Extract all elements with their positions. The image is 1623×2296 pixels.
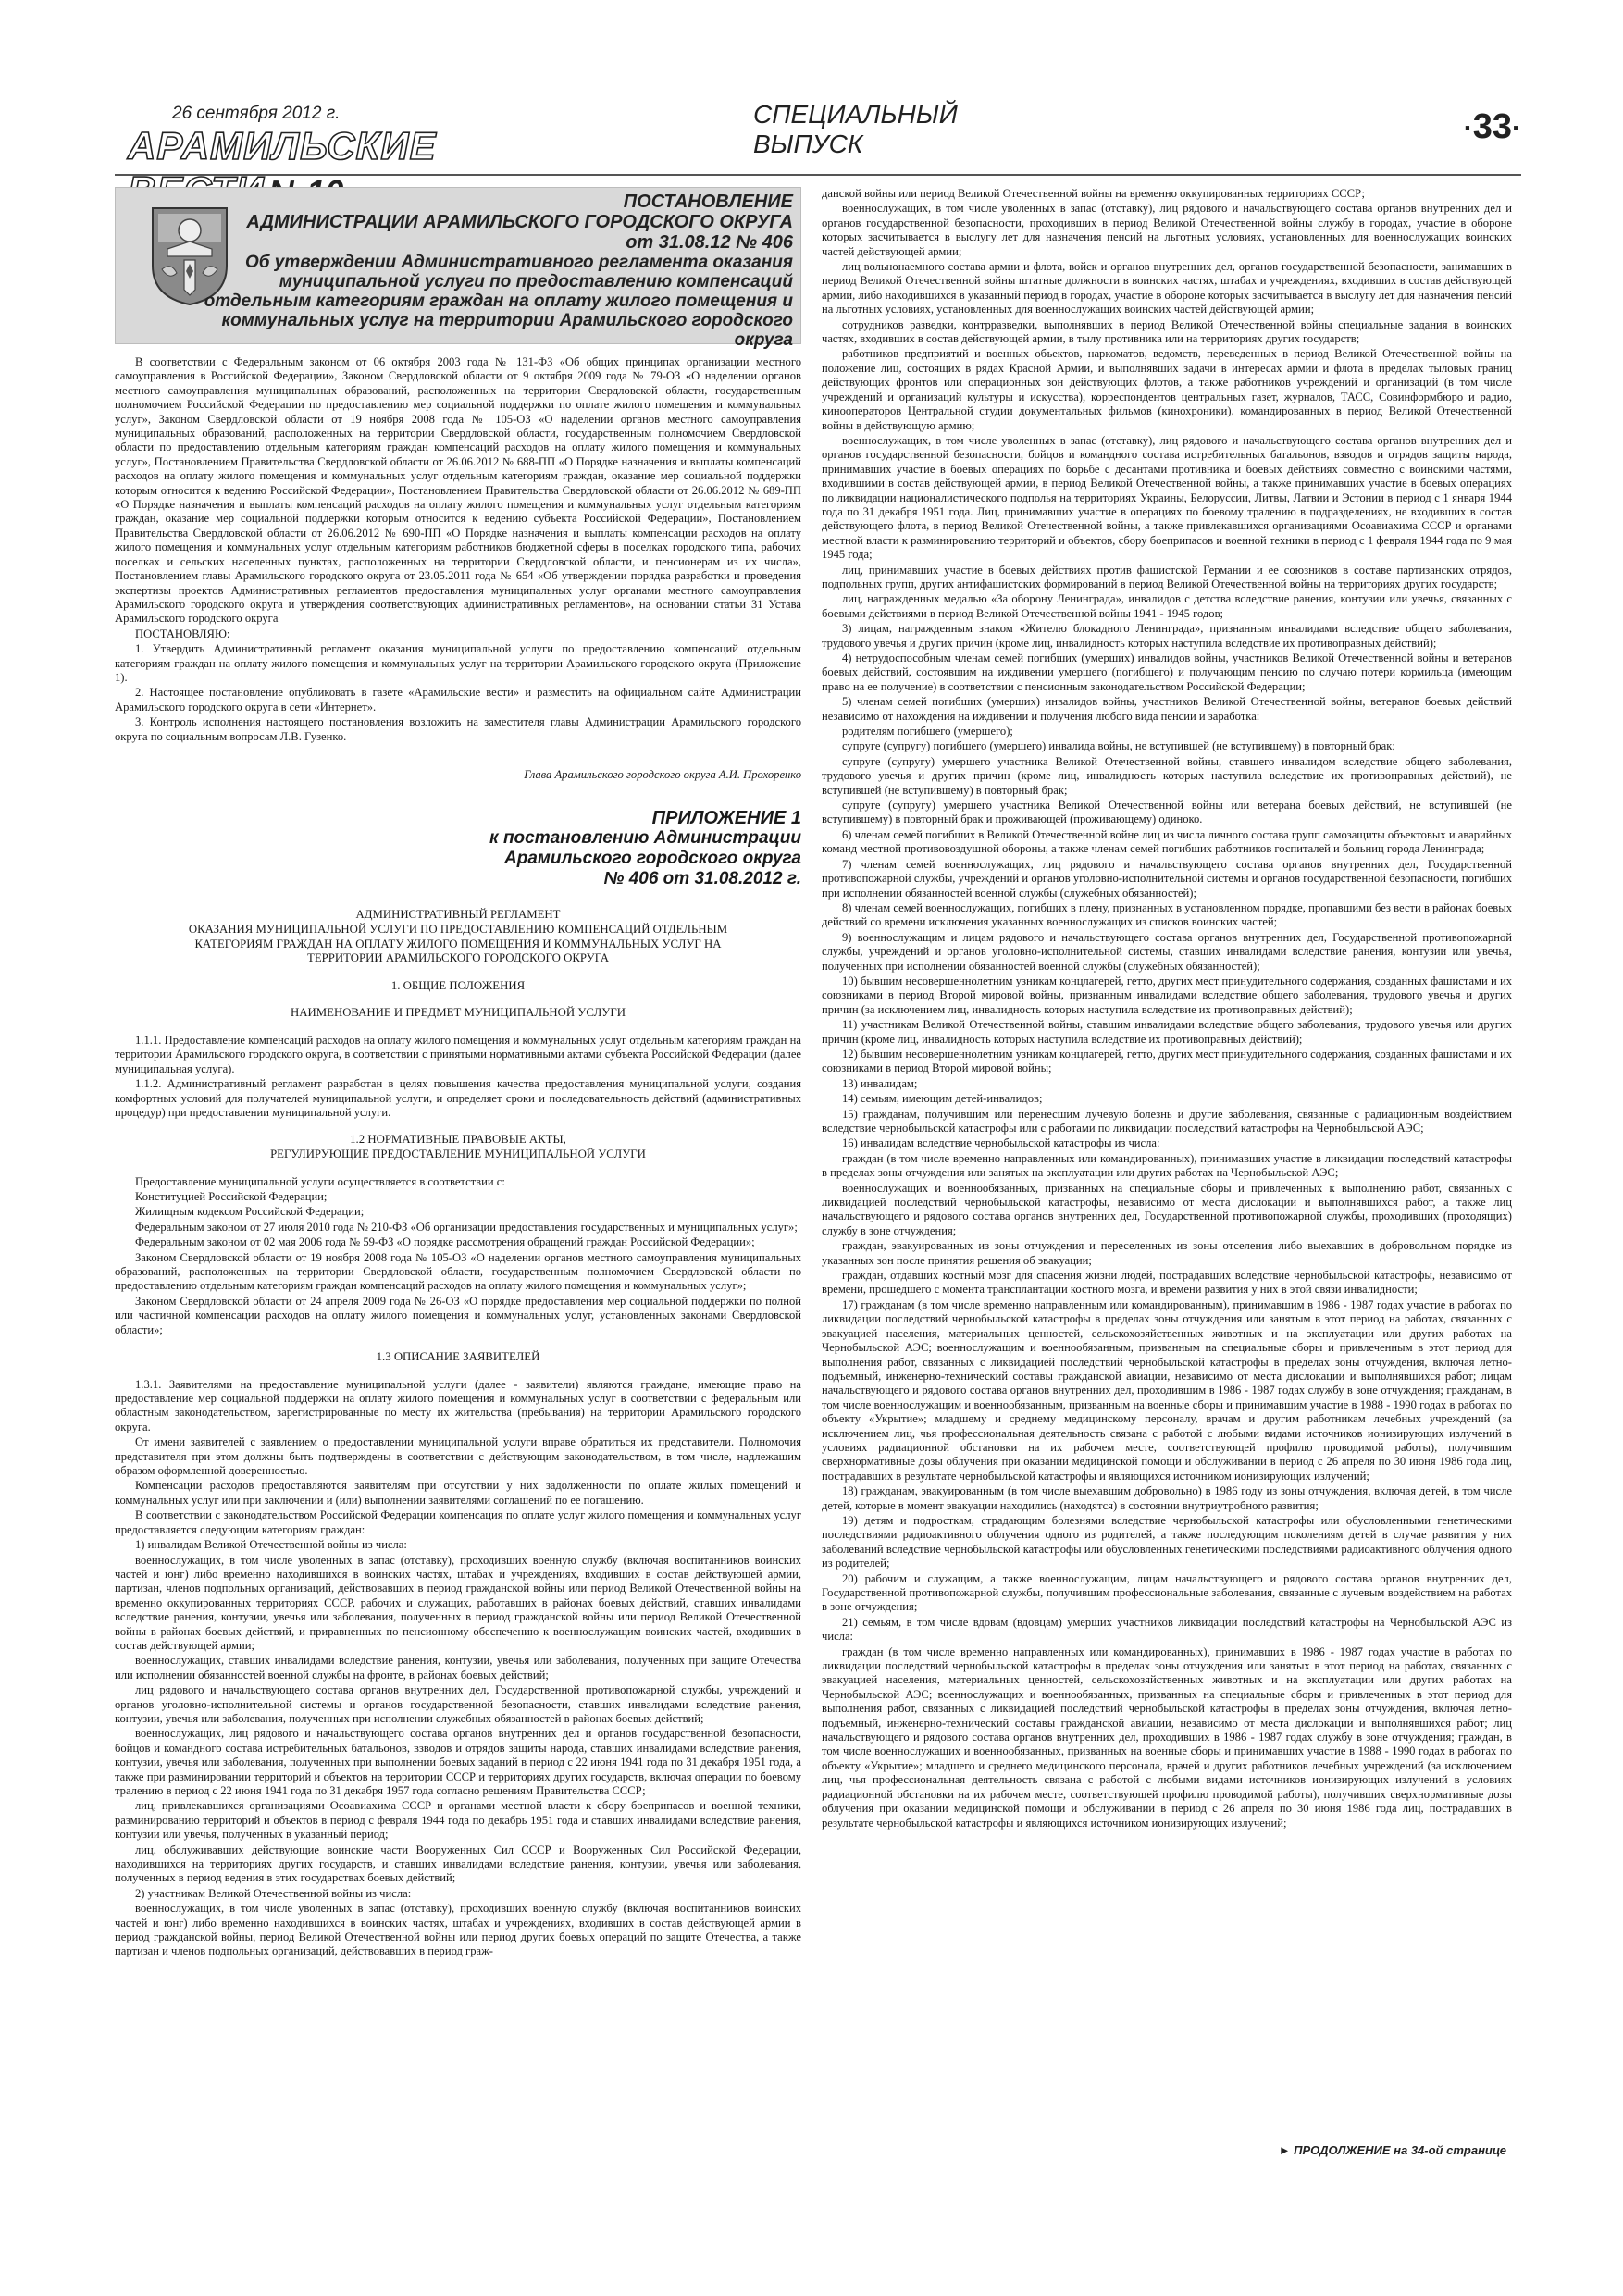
decree-item-3: 3. Контроль исполнения настоящего постановления возложить на заместителя главы Администрации Арамильского городского округа по социальным вопросам Л.В. Гузенко. (115, 715, 801, 743)
list-item: 20) рабочим и служащим, а также военнослужащим, лицам начальствующего и рядового состава органов внутренних дел, Государственной противопожарной службы, получившим профессиональные заболевания, связанные с лучевым воздействием на работах в зоне отчуждения; (822, 1571, 1512, 1614)
list-item: граждан, отдавших костный мозг для спасения жизни людей, пострадавших вследствие чернобыльской катастрофы, независимо от времени, прошедшего с момента трансплантации костного мозга, и времени развития у них в этой связи инвалидности; (822, 1269, 1512, 1297)
list-item: 7) членам семей военнослужащих, лиц рядового и начальствующего состава органов внутренних дел, Государственной противопожарной службы, учреждений и органов уголовно-исполнительной системы и органов государственной безопасности, погибших при исполнении обязанностей военной службы (служебных обязанностей); (822, 857, 1512, 900)
list-item: военнослужащих и военнообязанных, призванных на специальные сборы и привлеченных к выполнению работ, связанных с ликвидацией последствий чернобыльской катастрофы, независимо от места дислокации и выполнявшихся работ, а также лиц начальствующего и рядового состава органов внутренних дел, Государственной противопожарной службы, проходивших (проходящих) службу в зоне отчуждения; (822, 1181, 1512, 1237)
special-edition-label: СПЕЦИАЛЬНЫЙ ВЫПУСК (753, 100, 958, 158)
decree-date-number: от 31.08.12 № 406 (626, 232, 793, 253)
section-1-title: 1. ОБЩИЕ ПОЛОЖЕНИЯ (390, 978, 526, 992)
list-item: В соответствии с законодательством Российской Федерации компенсация по оплате услуг жилого помещения и коммунальных услуг предоставляется следующим категориям граждан: (115, 1508, 801, 1536)
list-item: 18) гражданам, эвакуированным (в том числе выехавшим добровольно) в 1986 году из зоны отчуждения, включая детей, в том числе детей, которые в момент эвакуации находились (находятся) в состоянии внутриутробного развития; (822, 1484, 1512, 1512)
decree-type: ПОСТАНОВЛЕНИЕ (623, 192, 793, 212)
list-item: сотрудников разведки, контрразведки, выполнявших в период Великой Отечественной войны специальные задания в воинских частях, входивших в состав действующей армии, в тылу противника или на территориях других государств; (822, 317, 1512, 346)
list-item: 21) семьям, в том числе вдовам (вдовцам) умерших участников ликвидации последствий катастрофы на Чернобыльской АЭС из числа: (822, 1615, 1512, 1644)
list-item: 1) инвалидам Великой Отечественной войны из числа: (135, 1538, 407, 1552)
section-1-2-title: 1.2 НОРМАТИВНЫЕ ПРАВОВЫЕ АКТЫ, РЕГУЛИРУЮЩИЕ ПРЕДОСТАВЛЕНИЕ МУНИЦИПАЛЬНОЙ УСЛУГИ (270, 1133, 646, 1160)
list-item: Предоставление муниципальной услуги осуществляется в соответствии с: (135, 1174, 505, 1188)
list-item: супруге (супругу) умершего участника Великой Отечественной войны или ветерана боевых действий, не вступившей (не вступившему) в повторный брак и проживающей (проживающему) одиноко. (822, 799, 1512, 826)
legal-acts-list (115, 1175, 801, 1337)
list-item: военнослужащих, в том числе уволенных в запас (отставку), проходивших военную службу (включая воспитанников воинских частей и юнг) либо временно находившихся в воинских частях, штабах и учреждениях, входивших в состав действующей армии в период гражданской войны, период Великой Отечественной войны или период других боевых операций по защите Отечества, а также партизан и членов подпольных организаций, действовавших в период граж- (115, 1902, 801, 1958)
newspaper-title (128, 124, 479, 168)
list-item: военнослужащих, в том числе уволенных в запас (отставку), лиц рядового и начальствующего состава органов внутренних дел и органов государственной безопасности, бойцов и командного состава истребительных батальонов, взводов и отрядов защиты народа, принимавших участие в боевых операциях по борьбе с десантами противника и боевых действиях совместно с воинскими частями, входившими в состав действующей армии, в период Великой Отечественной войны, а также принимавших участие в боевых операциях по ликвидации националистического подполья на территориях Украины, Белоруссии, Литвы, Латвии и Эстонии в период с 1 января 1944 года по 31 декабря 1951 года. Лиц, принимавших участие в операциях по боевому тралению в подразделениях, не входивших в состав действующего флота, в период Великой Отечественной войны, а также привлекавшихся организациями Осоавиахима СССР и органами местной власти к разминированию территорий и объектов, сбору боеприпасов и военной техники в период с 1 февраля 1944 года по 9 мая 1945 года; (822, 433, 1512, 562)
list-item: 12) бывшим несовершеннолетним узникам концлагерей, гетто, других мест принудительного содержания, созданных фашистами и их союзниками в период Второй мировой войны; (822, 1047, 1512, 1075)
decree-header (115, 187, 801, 350)
signature-line: Глава Арамильского городского округа А.И. Прохоренко (524, 767, 801, 781)
list-item: военнослужащих, ставших инвалидами вследствие ранения, контузии, увечья или заболевания, полученных при защите Отечества или исполнении обязанностей военной службы на фронте, в районах боевых действий; (115, 1654, 801, 1682)
list-item: 4) нетрудоспособным членам семей погибших (умерших) инвалидов войны, участников Великой Отечественной войны и ветеранов боевых действий, состоявшим на иждивении умершего (погибшего) и получающим пенсию по случаю потери кормильца (имеющим право на ее получение) в соответствии с пенсионным законодательством Российской Федерации; (822, 652, 1512, 693)
list-item: 19) детям и подросткам, страдающим болезнями вследствие чернобыльской катастрофы или обусловленными генетическими последствиями радиоактивного облучения одного из родителей, а также последующим поколениям детей в случае развития у них заболеваний вследствие чернобыльской катастрофы или обусловленных генетическими последствиями радиоактивного облучения одного из родителей; (822, 1513, 1512, 1570)
list-item: 8) членам семей военнослужащих, погибших в плену, признанных в установленном порядке, пропавшими без вести в районах боевых действий со времени исключения указанных военнослужащих из списков воинских частей; (822, 900, 1512, 929)
list-item: 9) военнослужащим и лицам рядового и начальствующего состава органов внутренних дел, Государственной противопожарной службы, учреждений и органов уголовно-исполнительной системы, ставших инвалидами вследствие ранения, контузии или увечья, полученных при исполнении обязанностей военной службы (служебных обязанностей); (822, 930, 1512, 973)
list-item: 16) инвалидам вследствие чернобыльской катастрофы из числа: (842, 1136, 1160, 1150)
continued-on-next-page: ► ПРОДОЛЖЕНИЕ на 34-ой странице (1278, 2143, 1506, 2157)
list-item: граждан (в том числе временно направленных или командированных), принимавших в 1986 - 1987 годах участие в работах по ликвидации последствий чернобыльской катастрофы в пределах зоны отчуждения или занятых в этот период на работах, связанных с эвакуацией населения, материальных ценностей, сельскохозяйственных животных и на эксплуатации или других работах на Чернобыльской АЭС; военнослужащих и военнообязанных, призванных на специальные сборы и привлеченных в этот период для выполнения работ, связанных с ликвидацией последствий чернобыльской катастрофы в пределах зоны отчуждения, включая летно-подъемный, инженерно-технический составы гражданской авиации, независимо от места дислокации и выполнявшихся работ; лиц начальствующего и рядового состава органов внутренних дел, проходивших в 1986 - 1987 годах службу в зоне отчуждения; граждан, в том числе военнослужащих и военнообязанных, призванных на военные сборы и принимавших участие в 1988 - 1990 годах в работах по объекту «Укрытие»; младшего и среднего медицинского персонала, врачей и других работников лечебных учреждений (за исключением лиц, чья профессиональная деятельность связана с работой с любыми видами источников ионизирующих излучений в условиях радиационной обстановки на их рабочем месте, соответствующей профилю проводимой работы), получивших сверхнормативные дозы облучения при оказании медицинской помощи и обслуживании в период с 26 апреля по 30 июня 1986 года лиц, пострадавших в результате чернобыльской катастрофы и являющихся источником ионизирующих излучений; (822, 1644, 1512, 1830)
list-item: работников предприятий и военных объектов, наркоматов, ведомств, переведенных в период Великой Отечественной войны на положение лиц, состоящих в рядах Красной Армии, и выполнявших задачи в интересах армии и флота в пределах тыловых границ действующих фронтов или операционных зон действующих флотов, а также работников учреждений и организаций (в том числе учреждений и организаций культуры и искусства), корреспондентов центральных газет, журналов, ТАСС, Совинформбюро и радио, кинооператоров Центральной студии документальных фильмов (кинохроники), командированных в период Великой Отечественной войны в действующую армию; (822, 347, 1512, 432)
list-item: военнослужащих, в том числе уволенных в запас (отставку), проходивших военную службу (включая воспитанников воинских частей и юнг) либо временно находившихся в воинских частях, штабах и учреждениях, входивших в состав действующей армии, партизан, членов подпольных организаций, действовавших в период гражданской войны или период Великой Отечественной войны на временно оккупированных территориях СССР, рабочих и служащих, работавших в районах боевых действий, ставших инвалидами вследствие ранения, контузии, увечья или заболевания, полученных в период гражданской войны или период Великой Отечественной войны в районах боевых действий, и приравненных по пенсионному обеспечению к военнослужащим воинских частей, входивших в состав действующей армии; (115, 1553, 801, 1652)
decree-resolve: ПОСТАНОВЛЯЮ: (135, 627, 230, 640)
paragraph-1-1-2: 1.1.2. Административный регламент разработан в целях повышения качества предоставления муниципальной услуги, создания комфортных условий для получателей муниципальной услуги, и определяет сроки и последовательность действий (административных процедур) при предоставлении муниципальной услуги. (115, 1077, 801, 1119)
list-item: Федеральным законом от 02 мая 2006 года № 59-ФЗ «О порядке рассмотрения обращений граждан Российской Федерации»; (135, 1235, 755, 1249)
decree-item-1: 1. Утвердить Административный регламент оказания муниципальной услуги по предоставлению компенсаций отдельным категориям граждан на оплату жилого помещения и коммунальных услуг на территории Арамильского городского округа (Приложение 1). (115, 642, 801, 684)
list-item: лиц вольнонаемного состава армии и флота, войск и органов внутренних дел, органов государственной безопасности, занимавших в период Великой Отечественной войны штатные должности в воинских частях, штабах и учреждениях, входивших в состав действующей армии, либо находившихся в указанный период в городах, участие в обороне которых засчитывается в выслугу лет для назначения пенсий на льготных условиях, установленных для военнослужащих воинских частей действующей армии; (822, 260, 1512, 316)
list-item: лиц, привлекавшихся организациями Осоавиахима СССР и органами местной власти к сбору боеприпасов и военной техники, разминированию территорий и объектов в период с февраля 1944 года по декабрь 1951 года и ставших инвалидами вследствие ранения, контузии или увечья, полученных в указанный период; (115, 1799, 801, 1842)
list-item: лиц, обслуживавших действующие воинские части Вооруженных Сил СССР и Вооруженных Сил Российской Федерации, находившихся на территориях других государств, и ставших инвалидами вследствие ранения, контузии, увечья или заболевания, полученных в период ведения в этих государствах боевых действий; (115, 1843, 801, 1885)
list-item: данской войны или период Великой Отечественной войны на временно оккупированных территориях СССР; (822, 187, 1366, 200)
list-item: Компенсации расходов предоставляются заявителям при отсутствии у них задолженности по оплате жилых помещений и коммунальных услуг или при заключении и (или) выполнении заявителями соглашений по ее погашению. (115, 1479, 801, 1507)
list-item: лиц рядового и начальствующего состава органов внутренних дел, Государственной противопожарной службы, учреждений и органов уголовно-исполнительной системы и органов государственной безопасности, ставших инвалидами вследствие ранения, контузии, увечья или заболевания, полученных при исполнении служебных обязанностей в районах боевых действий; (115, 1683, 801, 1725)
list-item: 13) инвалидам; (842, 1076, 918, 1090)
list-item: 1.3.1. Заявителями на предоставление муниципальной услуги (далее - заявители) являются граждане, имеющие право на предоставление мер социальной поддержки на оплату жилого помещения и коммунальных услуг в соответствии с федеральным или областным законодательством, зарегистрированные по месту их жительства (пребывания) на территории Арамильского городского округа. (115, 1377, 801, 1433)
list-item: лиц, награжденных медалью «За оборону Ленинграда», инвалидов с детства вследствие ранения, контузии или увечья, связанных с боевыми действиями в период Великой Отечественной войны 1941 - 1945 годов; (822, 592, 1512, 620)
masthead (115, 93, 1521, 178)
left-column (115, 187, 801, 1960)
issue-date: 26 сентября 2012 г. (172, 104, 341, 123)
list-item: Жилищным кодексом Российской Федерации; (135, 1205, 365, 1219)
section-1-subtitle: НАИМЕНОВАНИЕ И ПРЕДМЕТ МУНИЦИПАЛЬНОЙ УСЛУГИ (291, 1006, 626, 1020)
list-item: военнослужащих, в том числе уволенных в запас (отставку), лиц рядового и начальствующего состава органов внутренних дел и органов государственной безопасности, проходивших в период Великой Отечественной войны службу в городах, участие в обороне которых засчитывается в выслугу лет для назначения пенсий на льготных условиях, установленных для военнослужащих воинских частей действующей армии; (822, 202, 1512, 258)
regulation-title: АДМИНИСТРАТИВНЫЙ РЕГЛАМЕНТ ОКАЗАНИЯ МУНИЦИПАЛЬНОЙ УСЛУГИ ПО ПРЕДОСТАВЛЕНИЮ КОМПЕНСАЦИЙ ОТДЕЛЬНЫМ КАТЕГОРИЯМ ГРАЖДАН НА ОПЛАТУ ЖИЛОГО ПОМЕЩЕНИЯ И КОММУНАЛЬНЫХ УСЛУГ НА ТЕРРИТОРИИ АРАМИЛЬСКОГО ГОРОДСКОГО ОКРУГА (188, 908, 728, 965)
list-item: 2) участникам Великой Отечественной войны из числа: (135, 1886, 412, 1900)
list-item: 6) членам семей погибших в Великой Отечественной войне лиц из числа личного состава групп самозащиты объектовых и аварийных команд местной противовоздушной обороны, а также членам семей погибших работников госпиталей и больниц города Ленинграда; (822, 827, 1512, 856)
decree-authority: АДМИНИСТРАЦИИ АРАМИЛЬСКОГО ГОРОДСКОГО ОКРУГА (246, 212, 793, 232)
list-item: Законом Свердловской области от 24 апреля 2009 года № 26-ОЗ «О порядке предоставления мер социальной поддержки по полной или частичной компенсации расходов на оплату жилого помещения и коммунальных услуг, установленных законами Свердловской области»; (115, 1294, 801, 1336)
list-item: 3) лицам, награжденным знаком «Жителю блокадного Ленинграда», признанным инвалидами вследствие общего заболевания, трудового увечья и других причин (кроме лиц, инвалидность которых наступила вследствие их противоправных действий); (822, 622, 1512, 650)
list-item: военнослужащих, лиц рядового и начальствующего состава органов внутренних дел и органов государственной безопасности, бойцов и командного состава истребительных батальонов, взводов и отрядов защиты народа, ставших инвалидами вследствие ранения, контузии, увечья или заболевания, полученных при выполнении боевых заданий в период с 22 июня 1941 года по 31 декабря 1951 года, а также при разминировании территорий и объектов на территории СССР и территориях других государств, включая операции по боевому тралению в период с 22 июня 1941 года по 31 декабря 1957 года согласно решениям Правительства СССР; (115, 1727, 801, 1797)
paragraph-1-1-1: 1.1.1. Предоставление компенсаций расходов на оплату жилого помещения и коммунальных услуг отдельным категориям граждан на территории Арамильского городского округа, в соответствии с принятыми нормативными актами субъекта Российской Федерации (далее муниципальная услуга). (115, 1033, 801, 1075)
list-item: родителям погибшего (умершего); (842, 725, 1013, 738)
page-number: ·33· (1463, 107, 1521, 146)
list-item: супруге (супругу) умершего участника Великой Отечественной войны, ставшего инвалидом вследствие общего заболевания, трудового увечья и других причин (кроме лиц, инвалидность которых наступила вследствие их противоправных действий), не вступившей (не вступившему) в повторный брак; (822, 754, 1512, 797)
list-item: Федеральным законом от 27 июля 2010 года № 210-ФЗ «Об организации предоставления государственных и муниципальных услуг»; (135, 1220, 798, 1234)
masthead-divider (115, 174, 1521, 176)
list-item: 5) членам семей погибших (умерших) инвалидов войны, участников Великой Отечественной войны, ветеранов боевых действий независимо от нахождения на иждивении и получения любого вида пенсии и заработка: (822, 695, 1512, 723)
list-item: Законом Свердловской области от 19 ноября 2008 года № 105-ОЗ «О наделении органов местного самоуправления муниципальных образований, расположенных на территории Свердловской области, государственным полномочием Свердловской области по предоставлению отдельным категориям граждан компенсаций расходов на оплату жилого помещения и коммунальных услуг»; (115, 1250, 801, 1293)
list-item: 14) семьям, имеющим детей-инвалидов; (842, 1092, 1043, 1106)
list-item: лиц, принимавших участие в боевых действиях против фашистской Германии и ее союзников в составе партизанских отрядов, подпольных групп, других антифашистских формирований в период Великой Отечественной войны на территориях других государств; (822, 563, 1512, 590)
list-item: 11) участникам Великой Отечественной войны, ставшим инвалидами вследствие общего заболевания, трудового увечья или других причин (кроме лиц, инвалидность которых наступила вследствие их противоправных действий); (822, 1018, 1512, 1046)
list-item: граждан, эвакуированных из зоны отчуждения и переселенных из зоны отселения либо выехавших в добровольном порядке из указанных зон после принятия решения об эвакуации; (822, 1239, 1512, 1267)
applicants-list (115, 1378, 801, 1959)
list-item: 17) гражданам (в том числе временно направленным или командированным), принимавшим в 1986 - 1987 годах участие в работах по ликвидации последствий чернобыльской катастрофы в пределах зоны отчуждения или занятым в этот период на работах, связанных с эвакуацией населения, материальных ценностей, сельскохозяйственных животных и на эксплуатации или других работах на Чернобыльской АЭС; военнослужащим и военнообязанным, призванным на специальные сборы и привлеченным в этот период для выполнения работ, связанных с ликвидацией последствий чернобыльской катастрофы в пределах зоны отчуждения, включая летно-подъемный, инженерно-технический составы гражданской авиации, независимо от места дислокации и выполнявшихся работ; лицам начальствующего и рядового состава органов внутренних дел, проходившим в 1986 - 1987 годах службу в зоне отчуждения; гражданам, в том числе военнослужащим и военнообязанным, призванным на военные сборы и принимавшим участие в 1988 - 1990 годах в работах по объекту «Укрытие»; младшему и среднему медицинскому персоналу, врачам и другим работникам лечебных учреждений (за исключением лиц, чья профессиональная деятельность связана с работой с любыми видами источников ионизирующих излучений в условиях радиационной обстановки на их рабочем месте, соответствующей профилю проводимой работы), получившим сверхнормативные дозы облучения при оказании медицинской помощи и обслуживании в период с 26 апреля по 30 июня 1986 года лиц, пострадавших в результате чернобыльской катастрофы и являющихся источником ионизирующих излучений; (822, 1297, 1512, 1483)
list-item: 10) бывшим несовершеннолетним узникам концлагерей, гетто, других мест принудительного содержания, созданных фашистами и их союзниками в период Второй мировой войны, признанным инвалидами вследствие общего заболевания, трудового увечья и других причин (за исключением лиц, инвалидность которых наступила вследствие их противоправных действий); (822, 974, 1512, 1016)
decree-title-block (201, 192, 793, 350)
list-item: Конституцией Российской Федерации; (135, 1189, 328, 1203)
decree-preamble: В соответствии с Федеральным законом от 06 октября 2003 года № 131-ФЗ «Об общих принципах организации местного самоуправления в Российской Федерации», Законом Свердловской области от 9 октября 2009 года № 79-ОЗ «О наделении органов местного самоуправления муниципальных образований, расположенных на территории Свердловской области, государственным полномочием Российской Федерации по предоставлению мер социальной поддержки по оплате жилого помещения и коммунальных услуг», Законом Свердловской области от 19 ноября 2008 года № 105-ОЗ «О наделении органов местного самоуправления муниципальных образований, расположенных на территории Свердловской области, государственным полномочием Свердловской области по предоставлению отдельным категориям граждан компенсаций расходов на оплату жилого помещения и коммунальных услуг», Постановлением Правительства Свердловской области от 26.06.2012 № 688-ПП «О Порядке назначения и выплаты компенсаций расходов на оплату жилого помещения и коммунальных услуг отдельным категориям граждан, оказание мер социальной поддержки которым относится к ведению Российской Федерации», Постановлением Правительства Свердловской области от 26.06.2012 № 689-ПП «О Порядке назначения и выплаты компенсаций расходов на оплату жилого помещения и коммунальных услуг отдельным категориям граждан, оказание мер социальной поддержки которым относится к ведению субъекта Российской Федерации», Постановлением Правительства Свердловской области от 26.06.2012 № 690-ПП «О Порядке назначения и выплаты компенсации расходов на оплату жилого помещения и коммунальных услуг отдельным категориям работников бюджетной сферы в поселках городского типа, рабочих поселках и сельских населенных пунктах, расположенных на территории Свердловской области, и пенсионерам из их числа», Постановлением главы Арамильского городского округа от 23.05.2011 года № 654 «Об утверждении порядка разработки и проведения экспертизы проектов Административных регламентов предоставления муниципальных услуг органами местного самоуправления Арамильского городского округа и утверждения соответствующих административных регламентов», на основании статьи 31 Устава Арамильского городского округа (115, 355, 801, 626)
list-item: супруге (супругу) погибшего (умершего) инвалида войны, не вступившей (не вступившему) в повторный брак; (842, 739, 1395, 753)
decree-item-2: 2. Настоящее постановление опубликовать в газете «Арамильские вести» и разместить на официальном сайте Администрации Арамильского городского округа в сети «Интернет». (115, 686, 801, 714)
newspaper-name: АРАМИЛЬСКИЕ (128, 124, 437, 168)
decree-subject: Об утверждении Административного регламента оказания муниципальной услуги по предоставлению компенсаций отдельным категориям граждан на оплату жилого помещения и коммунальных услуг на территории Арамильского городского округа (204, 253, 793, 350)
list-item: граждан (в том числе временно направленных или командированных), принимавших участие в ликвидации последствий катастрофы в пределах зоны отчуждения или занятых на эксплуатации или других работах на Чернобыльской АЭС; (822, 1151, 1512, 1180)
list-item: 15) гражданам, получившим или перенесшим лучевую болезнь и другие заболевания, связанные с радиационным воздействием вследствие чернобыльской катастрофы или с работами по ликвидации последствий катастрофы на Чернобыльской АЭС; (822, 1107, 1512, 1135)
right-column (822, 187, 1512, 1831)
list-item: От имени заявителей с заявлением о предоставлении муниципальной услуги вправе обратиться их представители. Полномочия представителя при этом должны быть подтверждены в соответствии с действующим законодательством, в том числе, надлежащим образом оформленной доверенностью. (115, 1435, 801, 1478)
annex-header: ПРИЛОЖЕНИЕ 1 к постановлению Администрации Арамильского городского округа № 406 от 31.08.2012 г. (489, 808, 801, 889)
section-1-3-title: 1.3 ОПИСАНИЕ ЗАЯВИТЕЛЕЙ (376, 1350, 540, 1364)
